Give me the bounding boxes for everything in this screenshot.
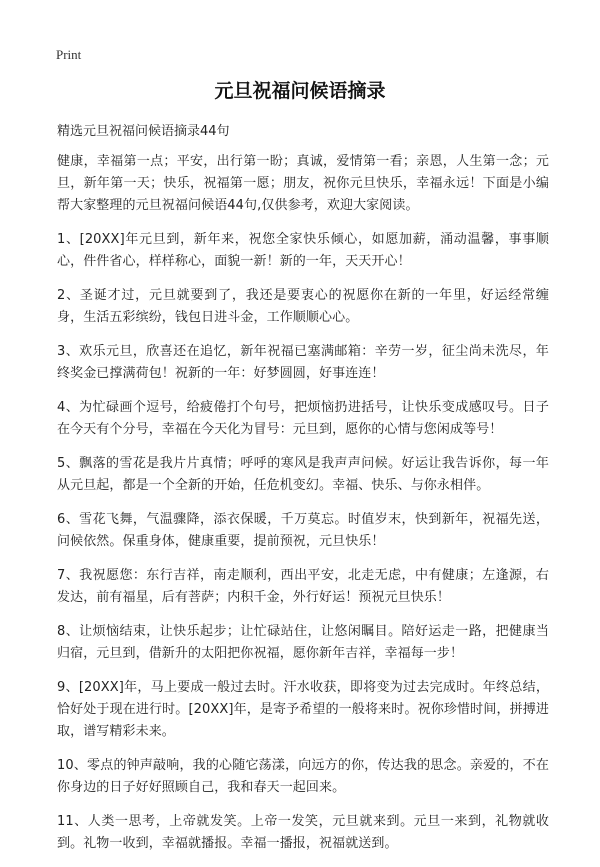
intro-paragraph: 健康，幸福第一点；平安，出行第一盼；真诚，爱情第一看；亲恩，人生第一念；元旦，新年第一天；快乐，祝福第一愿；朋友，祝你元旦快乐，幸福永远！下面是小编帮大家整理的元旦祝福问候语44句,仅供参考，欢迎大家阅读。: [57, 154, 549, 213]
document-subtitle: 精选元旦祝福问候语摘录44句: [57, 124, 230, 139]
greeting-item-9: 9、[20XX]年，马上要成一般过去时。汗水收获，即将变为过去完成时。年终总结，恰好处于现在进行时。[20XX]年，是寄予希望的一般将来时。祝你珍惜时间，拼搏进取，谱写精彩未来。: [57, 680, 549, 739]
greeting-item-7: 7、我祝愿您：东行吉祥，南走顺利，西出平安，北走无虑，中有健康；左逢源，右发达，前有福星，后有菩萨；内积千金，外行好运！预祝元旦快乐！: [57, 568, 549, 605]
greeting-item-1: 1、[20XX]年元旦到，新年来，祝您全家快乐倾心，如愿加薪，涌动温馨，事事顺心，件件省心，样样称心，面貌一新！新的一年，天天开心！: [57, 232, 549, 269]
greeting-item-4: 4、为忙碌画个逗号，给疲倦打个句号，把烦恼扔进括号，让快乐变成感叹号。日子在今天有个分号，幸福在今天化为冒号：元旦到，愿你的心情与您闲成等号！: [57, 400, 549, 437]
greeting-item-5: 5、飘落的雪花是我片片真情；呼呼的寒风是我声声问候。好运让我告诉你，每一年从元旦起，都是一个全新的开始，任危机变幻。幸福、快乐、与你永相伴。: [57, 456, 549, 493]
greeting-item-11: 11、人类一思考，上帝就发笑。上帝一发笑，元旦就来到。元旦一来到，礼物就收到。礼物一收到，幸福就播报。幸福一播报，祝福就送到。: [57, 814, 549, 851]
greeting-item-10: 10、零点的钟声敲响，我的心随它荡漾，向远方的你，传达我的思念。亲爱的，不在你身边的日子好好照顾自己，我和春天一起回来。: [57, 758, 549, 795]
greeting-item-8: 8、让烦恼结束，让快乐起步；让忙碌站住，让悠闲瞩目。陪好运走一路，把健康当归宿，元旦到，借新升的太阳把你祝福，愿你新年吉祥，幸福每一步！: [57, 624, 549, 661]
greeting-item-6: 6、雪花飞舞，气温骤降，添衣保暖，千万莫忘。时值岁末，快到新年，祝福先送，问候依然。保重身体，健康重要，提前预祝，元旦快乐！: [57, 512, 549, 549]
print-link[interactable]: Print: [56, 47, 82, 62]
greeting-item-2: 2、圣诞才过，元旦就要到了，我还是要衷心的祝愿你在新的一年里，好运经常缠身，生活五彩缤纷，钱包日进斗金，工作顺顺心心。: [57, 288, 549, 325]
page-title: 元旦祝福问候语摘录: [214, 80, 386, 102]
greeting-item-3: 3、欢乐元旦，欣喜还在追忆，新年祝福已塞满邮箱：辛劳一岁，征尘尚未洗尽，年终奖金已撑满荷包！祝新的一年：好梦圆圆，好事连连！: [57, 344, 549, 381]
document-body: [57, 151, 549, 867]
